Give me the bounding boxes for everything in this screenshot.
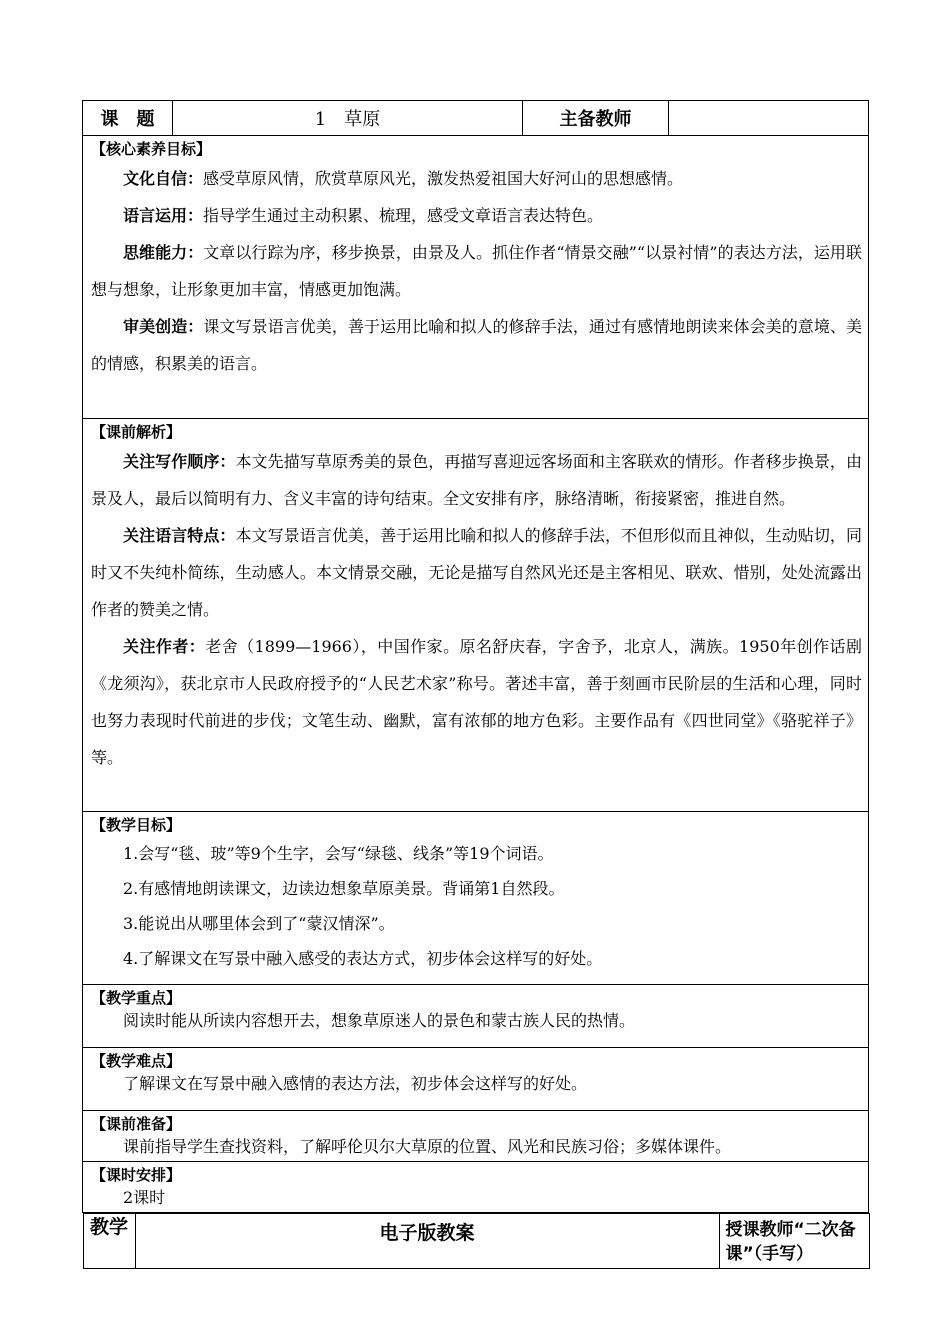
- teaching-goal-item: 2.有感情地朗读课文，边读边想象草原美景。背诵第1自然段。: [123, 879, 565, 898]
- core-goal-text: 指导学生通过主动积累、梳理，感受文章语言表达特色。: [203, 206, 604, 225]
- schedule-section: [83, 1162, 869, 1213]
- core-goal-label: 文化自信：: [123, 169, 204, 188]
- footer-second-prep: 授课教师“二次备课”（手写）: [719, 1214, 869, 1269]
- key-points-row: [83, 985, 869, 1048]
- core-goal-item: [91, 160, 862, 197]
- footer-teaching-label: 教学: [83, 1214, 135, 1269]
- footer-table: [83, 1213, 870, 1269]
- core-goals-title: 【核心素养目标】: [91, 140, 212, 158]
- teaching-goal-item: 1.会写“毯、玻”等9个生字，会写“绿毯、线条”等19个词语。: [123, 844, 554, 863]
- teaching-goals-title: 【教学目标】: [91, 816, 182, 834]
- core-goal-text: 感受草原风情，欣赏草原风光，激发热爱祖国大好河山的思想感情。: [203, 169, 684, 188]
- difficulties-title: 【教学难点】: [91, 1052, 182, 1070]
- lesson-plan-table: [82, 100, 869, 1269]
- pre-analysis-text: 老舍（1899—1966），中国作家。原名舒庆春，字舍予，北京人，满族。1950年创作话剧《龙须沟》，获北京市人民政府授予的“人民艺术家”称号。著述丰富，善于刻画市民阶层的生活和心理，同时也努力表现时代前进的步伐；文笔生动、幽默，富有浓郁的地方色彩。主要作品有《四世同堂》《骆驼祥子》等。: [91, 637, 862, 767]
- difficulties-section: [83, 1048, 869, 1111]
- pre-analysis-label: 关注作者：: [123, 637, 206, 656]
- schedule-title: 【课时安排】: [91, 1166, 182, 1184]
- pre-analysis-label: 关注写作顺序：: [123, 452, 236, 471]
- pre-analysis-item: [91, 517, 862, 628]
- preparation-title: 【课前准备】: [91, 1115, 182, 1133]
- teacher-value: [669, 101, 869, 136]
- teaching-goals-section: [83, 812, 869, 985]
- core-goal-text: 文章以行踪为序，移步换景，由景及人。抓住作者“情景交融”“以景衬情”的表达方法，运用联想与想象，让形象更加丰富，情感更加饱满。: [91, 243, 862, 299]
- key-points-text: 阅读时能从所读内容想开去，想象草原迷人的景色和蒙古族人民的热情。: [123, 1011, 636, 1030]
- key-points-title: 【教学重点】: [91, 989, 182, 1007]
- difficulties-text: 了解课文在写景中融入感情的表达方法，初步体会这样写的好处。: [123, 1074, 588, 1093]
- pre-analysis-text: 本文写景语言优美，善于运用比喻和拟人的修辞手法，不但形似而且神似，生动贴切，同时又不失纯朴简练，生动感人。本文情景交融，无论是描写自然风光还是主客相见、联欢、惜别，处处流露出作者的赞美之情。: [91, 526, 862, 619]
- teaching-goal-item: 3.能说出从哪里体会到了“蒙汉情深”。: [123, 914, 395, 933]
- core-goal-item: [91, 234, 862, 308]
- core-goal-item: [91, 308, 862, 382]
- pre-analysis-text: 本文先描写草原秀美的景色，再描写喜迎远客场面和主客联欢的情形。作者移步换景，由景及人，最后以简明有力、含义丰富的诗句结束。全文安排有序，脉络清晰，衔接紧密，推进自然。: [91, 452, 862, 508]
- pre-analysis-row: [83, 419, 869, 812]
- pre-analysis-section: [83, 419, 869, 812]
- header-row: [83, 101, 869, 136]
- teacher-label: 主备教师: [523, 101, 669, 136]
- preparation-text: 课前指导学生查找资料，了解呼伦贝尔大草原的位置、风光和民族习俗；多媒体课件。: [123, 1137, 732, 1156]
- preparation-row: [83, 1111, 869, 1162]
- preparation-section: [83, 1111, 869, 1162]
- teaching-goal-item: 4.了解课文在写景中融入感受的表达方式，初步体会这样写的好处。: [123, 949, 603, 968]
- difficulties-row: [83, 1048, 869, 1111]
- title-label: 课 题: [83, 101, 173, 136]
- footer-electronic-plan: 电子版教案: [135, 1214, 719, 1269]
- lesson-title: 1 草原: [173, 101, 523, 136]
- lesson-plan-sheet: [82, 100, 868, 1269]
- pre-analysis-title: 【课前解析】: [91, 423, 182, 441]
- footer-cell: [83, 1213, 869, 1270]
- core-goals-section: [83, 136, 869, 419]
- pre-analysis-item: [91, 443, 862, 517]
- schedule-text: 2课时: [123, 1188, 166, 1207]
- core-goals-row: [83, 136, 869, 419]
- core-goal-label: 思维能力：: [123, 243, 204, 262]
- core-goal-item: [91, 197, 862, 234]
- key-points-section: [83, 985, 869, 1048]
- footer-row: [83, 1213, 869, 1270]
- pre-analysis-label: 关注语言特点：: [123, 526, 236, 545]
- core-goal-label: 审美创造：: [123, 317, 204, 336]
- core-goal-text: 课文写景语言优美，善于运用比喻和拟人的修辞手法，通过有感情地朗读来体会美的意境、美的情感，积累美的语言。: [91, 317, 862, 373]
- pre-analysis-item: [91, 628, 862, 776]
- core-goal-label: 语言运用：: [123, 206, 204, 225]
- teaching-goals-row: [83, 812, 869, 985]
- schedule-row: [83, 1162, 869, 1213]
